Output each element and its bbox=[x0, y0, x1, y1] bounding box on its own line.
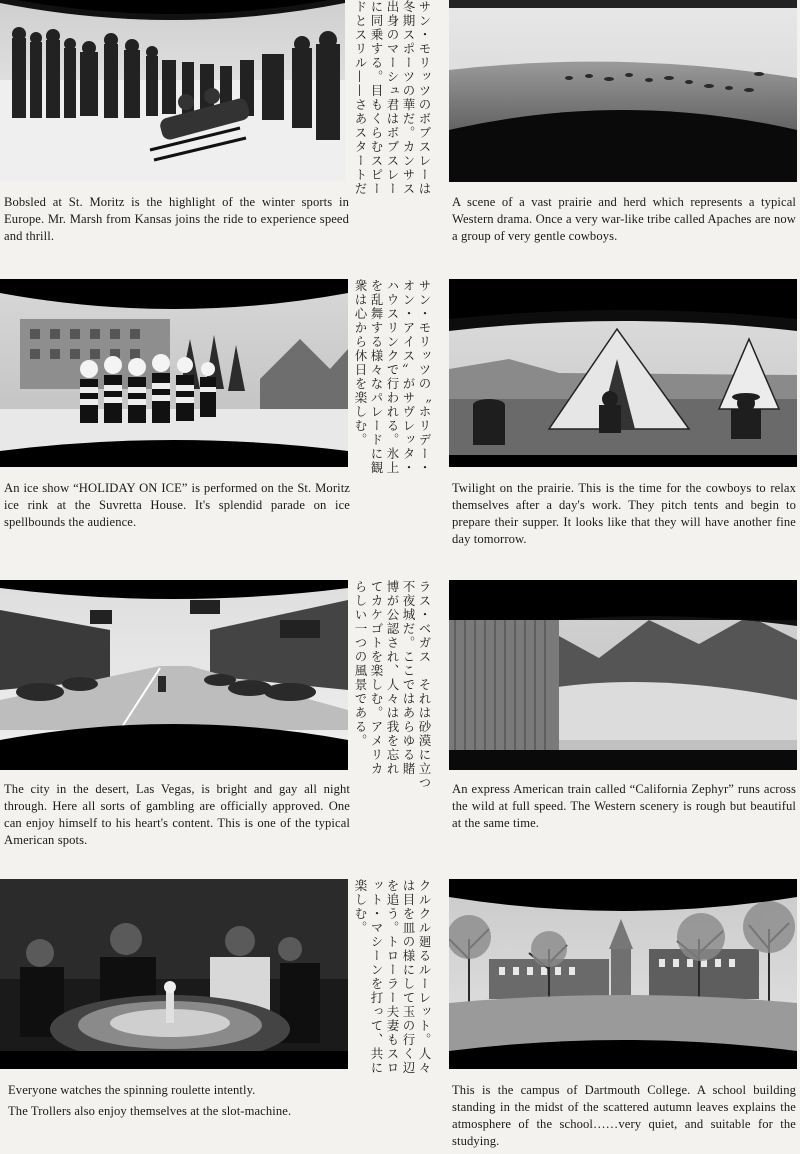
caption-text-line-1: Everyone watches the spinning roulette intently. bbox=[8, 1083, 256, 1097]
caption-text-line-2: The Trollers also enjoy themselves at the slot-machine. bbox=[8, 1104, 292, 1118]
jp-caption-bobsled: サン・モリッツのボブスレーは 冬期スポーツの華だ。カンサス 出身のマーシュ君はボブスレー に同乗する。目もくらむスピー ドとスリル——さあスタートだ bbox=[353, 0, 432, 196]
caption-text: A scene of a vast prairie and herd which represents a typical Western drama. Once a very war-like tribe called Apaches are now a group of very gentle cowboys. bbox=[452, 195, 796, 243]
photo-las-vegas bbox=[0, 580, 348, 770]
jp-caption-ice-show: サン・モリッツの〝ホリデー・ オン・アイス〟がサヴレッタ・ ハウスリンクで行われる。氷上 を乱舞する様々なパレードに観 衆は心から休日を楽しむ。 bbox=[353, 279, 432, 475]
caption-text: Bobsled at St. Moritz is the highlight of the winter sports in Europe. Mr. Marsh from Kansas joins the ride to experience speed and thrill. bbox=[4, 195, 349, 243]
photo-roulette bbox=[0, 879, 348, 1069]
caption-text: An express American train called “California Zephyr” runs across the wild at full speed. The Western scenery is rough but beautiful at the same time. bbox=[452, 782, 796, 830]
caption-text: The city in the desert, Las Vegas, is bright and gay all night through. Here all sorts of gambling are officially approved. One can enjoy himself to his heart's content. This is one of the typical American spots. bbox=[4, 782, 350, 847]
caption-dartmouth-campus bbox=[452, 1082, 796, 1150]
photo-prairie-herd bbox=[449, 0, 797, 182]
caption-california-zephyr bbox=[452, 781, 796, 832]
photo-dartmouth-campus bbox=[449, 879, 797, 1069]
caption-ice-show bbox=[4, 480, 350, 531]
caption-las-vegas bbox=[4, 781, 350, 849]
caption-text: An ice show “HOLIDAY ON ICE” is performed on the St. Moritz ice rink at the Suvretta House. It's splendid parade on ice spellbounds the audience. bbox=[4, 481, 350, 529]
caption-roulette bbox=[8, 1082, 353, 1120]
jp-caption-las-vegas: ラス・ベガス それは砂漠に立つ 不夜城だ。ここではあらゆる賭 博が公認され、人々は我を忘れ てカケゴトを楽しむ。アメリカ らしい一つの風景である。 bbox=[353, 580, 432, 790]
caption-bobsled bbox=[4, 194, 349, 245]
jp-caption-roulette: クルクル廻るルーレット。人々 は目を皿の様にして玉の行く辺 を追う。トローラー夫妻もスロ ット・マシーンを打って、共に 楽しむ。 bbox=[353, 879, 432, 1075]
photo-prairie-tents bbox=[449, 279, 797, 467]
caption-prairie-tents bbox=[452, 480, 796, 548]
photo-bobsled bbox=[0, 0, 345, 182]
caption-text: This is the campus of Dartmouth College. A school building standing in the midst of the scattered autumn leaves explains the atmosphere of the school……very quiet, and suitable for the studying. bbox=[452, 1083, 796, 1148]
caption-text: Twilight on the prairie. This is the time for the cowboys to relax themselves after a day's work. They pitch tents and begin to prepare their supper. It looks like that they will have another fine day tomorrow. bbox=[452, 481, 796, 546]
photo-california-zephyr bbox=[449, 580, 797, 770]
photo-ice-show bbox=[0, 279, 348, 467]
caption-prairie-herd bbox=[452, 194, 796, 245]
